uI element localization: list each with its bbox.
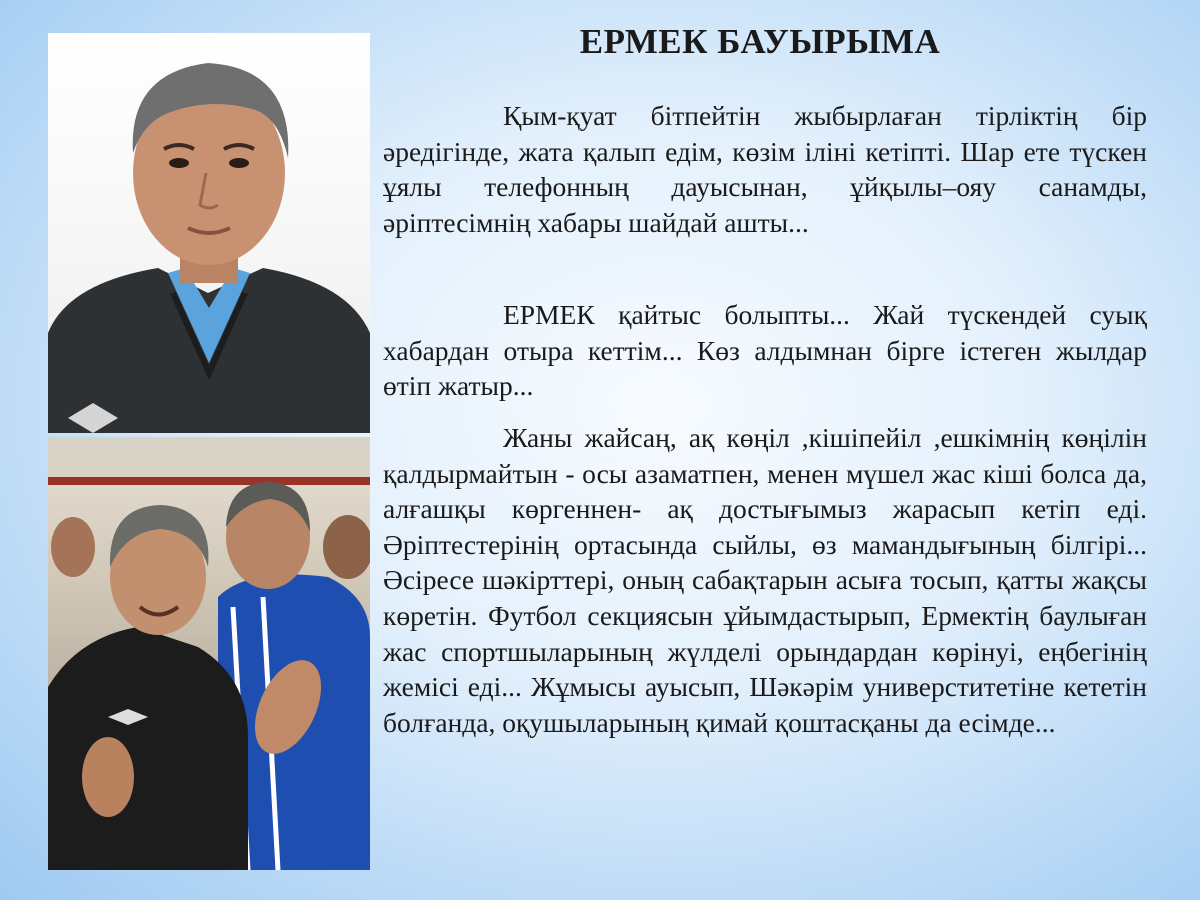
paragraph-3 <box>383 420 1147 740</box>
paragraph-1-text: Қым-қуат бітпейтін жыбырлаған тірліктің бір әредігінде, жата қалып едім, көзім іліні кетіпті. Шар ете түскен ұялы телефонның дауысынан, ұйқылы–ояу санамды, әріптесімнің хабары шайдай ашты... <box>383 100 1147 238</box>
paragraph-2-text: ЕРМЕК қайтыс болыпты... Жай түскендей суық хабардан отыра кеттім... Көз алдымнан бірге істеген жылдар өтіп жатыр... <box>383 299 1147 402</box>
portrait-figure-icon <box>48 33 370 433</box>
group-figures-icon <box>48 437 370 870</box>
page-title: ЕРМЕК БАУЫРЫМА <box>579 22 941 61</box>
paragraph-1 <box>383 98 1147 240</box>
paragraph-2 <box>383 297 1147 404</box>
portrait-photo <box>48 33 370 433</box>
paragraph-3-text: Жаны жайсаң, ақ көңіл ,кішіпейіл ,ешкімнің көңілін қалдырмайтын - осы азаматпен, менен мүшел жас кіші болса да, алғашқы көргеннен- ақ достығымыз жарасып кетіп еді. Әріптестерінің ортасында сыйлы, өз мамандығының білгірі... Әсіресе шәкірттері, оның сабақтарын асыға тосып, қатты жақсы көретін. Футбол секциясын ұйымдастырып, Ермектің баулыған жас спортшыларының жүлделі орындардан көрінуі, еңбегінің жемісі еді... Жұмысы ауысып, Шәкәрім универститетіне кететін болғанда, оқушыларының қимай қоштасқаны да есімде... <box>383 422 1147 738</box>
group-photo <box>48 437 370 870</box>
